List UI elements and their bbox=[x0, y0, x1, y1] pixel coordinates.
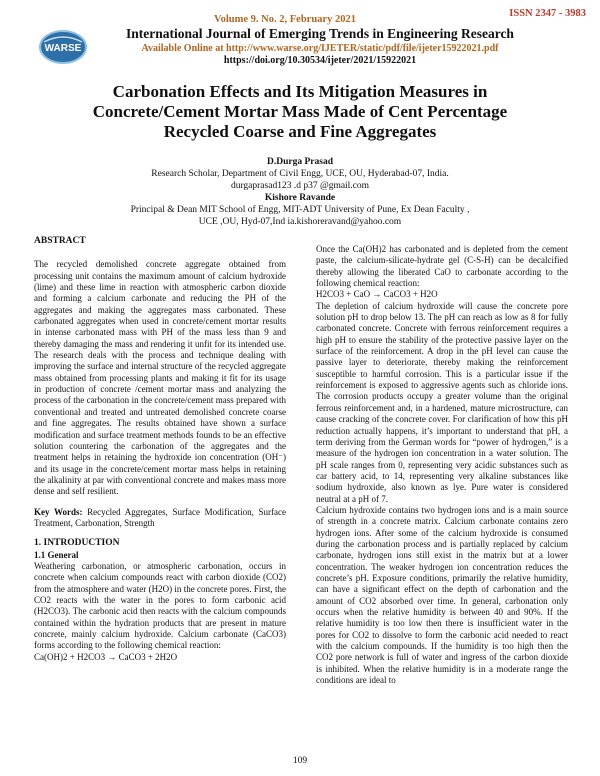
title-line: Recycled Coarse and Fine Aggregates bbox=[163, 122, 437, 141]
author-affiliation: Principal & Dean MIT School of Engg, MIT-ADT University of Pune, Ex Dean Faculty , bbox=[130, 205, 470, 215]
author-email: durgaprasad123 .d p37 @gmail.com bbox=[230, 181, 370, 191]
author-name: D.Durga Prasad bbox=[267, 157, 333, 167]
author-affiliation: Research Scholar, Department of Civil Engg, UCE, OU, Hyderabad-07, India. bbox=[151, 169, 449, 179]
right-column bbox=[316, 244, 568, 686]
paper-title bbox=[40, 82, 560, 142]
doi-link[interactable]: https://doi.org/10.30534/ijeter/2021/15922021 bbox=[223, 55, 417, 66]
issn-label: ISSN 2347 - 3983 bbox=[509, 8, 586, 19]
introduction-heading: 1. INTRODUCTION bbox=[34, 538, 120, 549]
general-text: Weathering carbonation, or atmospheric carbonation, occurs in concrete when calcium compounds react with carbon dioxide (CO2) from the atmosphere and water (H2O) in the concrete pores. First, the CO2 reacts with the water in the pores to form carbonic acid (H2CO3). The carbonic acid then reacts with the calcium compounds contained within the hydration products that are present in mature concrete, mainly calcium hydroxide. Calcium carbonate (CaCO3) forms according to the following chemical reaction: bbox=[34, 560, 286, 651]
author-name: Kishore Ravande bbox=[264, 193, 336, 203]
body-paragraph: The depletion of calcium hydroxide will cause the concrete pore solution pH to drop below 13. The pH can reach as low as 8 for fully carbonated concrete. Concrete with ferrous reinforcement requires a high pH to ensure the stability of the protective passive layer on the surface of the reinforcement. A drop in the pH level can cause the passive layer to deteriorate, thereby making the reinforcement susceptible to harmful corrosion. This is a particular issue if the reinforcement is exposed to aggressive agents such as chloride ions. The corrosion products occupy a greater volume than the original ferrous reinforcement and, in a hardened, mature microstructure, can cause cracking of the concrete cover. For clarification of how this pH reduction actually happens, it’s important to understand that pH, a term deriving from the German words for “power of hydrogen,” is a measure of the hydrogen ion concentration in a water solution. The pH scale ranges from 0, representing very acidic substances such as car battery acid, to 14, representing very alkaline substances like sodium hydroxide, also known as lye. Pure water is considered neutral at a pH of 7. bbox=[316, 300, 568, 504]
available-online-link[interactable]: Available Online at http://www.warse.org/IJETER/static/pdf/file/ijeter15922021.pdf bbox=[141, 43, 499, 54]
equation-1: Ca(OH)2 + H2CO3 → CaCO3 + 2H2O bbox=[34, 651, 178, 662]
body-paragraph: Calcium hydroxide contains two hydrogen ions and is a main source of strength in a concrete matrix. Calcium carbonate contains zero hydrogen ions. After some of the calcium hydroxide is consumed during the carbonation process and is partially replaced by calcium carbonate, hydrogen ions still exist in the matrix but at a lower concentration. The weaker hydrogen ion concentration reduces the concrete’s pH. Exposure conditions, primarily the relative humidity, can have a significant effect on the depth of carbonation and the amount of CO2 absorbed over time. In general, carbonation only occurs when the relative humidity is between 40 and 90%. If the relative humidity is too low then there is insufficient water in the pores for CO2 to dissolve to form the carbonic acid needed to react with the calcium compounds. If the humidity is too high then the CO2 pore network is full of water and ingress of the carbon dioxide is inhibited. When the relative humidity is in a moderate range the conditions are ideal to bbox=[316, 504, 568, 686]
page-number: 109 bbox=[292, 756, 308, 766]
abstract-text: The recycled demolished concrete aggregate obtained from processing unit contains the maximum amount of calcium hydroxide (lime) and these lime in reaction with atmospheric carbon dioxide and forming a calcium carbonate and reducing the PH of the aggregates and making the aggregates mass carbonated. These carbonated aggregates when used in concrete/cement mortar results in intense carbonated mass with PH of the mass less than 9 and thereby damaging the mass and rendering it unfit for its intended use. The research deals with the process and technique dealing with improving the surface and internal structure of the recycled aggregate mass obtained from processing plants and making it fit for its usage in production of concrete /cement mortar mass and analyzing the process of the carbonation in the concrete/cement mass prepared with conventional and treated and untreated demolished concrete coarse and fine aggregates. The results obtained have shown a surface modification and surface treatment methods founds to be an effective solution countering the carbonation of the aggregates and the treatment helps in retaining the hydroxide ion concentration (OH⁻) and its usage in the concrete/cement mortar mass helps in retaining the alkalinity at par with conventional concrete and makes mass more dense and self resilient. bbox=[34, 259, 286, 497]
volume-info: Volume 9. No. 2, February 2021 bbox=[214, 14, 356, 25]
equation-2: H2CO3 + CaO → CaCO3 + H2O bbox=[316, 289, 438, 300]
general-heading: 1.1 General bbox=[34, 549, 79, 560]
title-line: Concrete/Cement Mortar Mass Made of Cent Percentage bbox=[92, 102, 508, 121]
author-block bbox=[40, 156, 560, 228]
body-paragraph: Once the Ca(OH)2 has carbonated and is depleted from the cement paste, the calcium-silicate-hydrate gel (C-S-H) can be decalcified thereby allowing the liberated CaO to carbonate according to the following chemical reaction: bbox=[316, 244, 568, 289]
abstract-heading: ABSTRACT bbox=[34, 236, 86, 246]
left-column bbox=[34, 236, 286, 663]
journal-name: International Journal of Emerging Trends in Engineering Research bbox=[126, 26, 514, 41]
logo-text: WARSE bbox=[44, 43, 82, 54]
title-line: Carbonation Effects and Its Mitigation Measures in bbox=[112, 82, 488, 101]
keywords bbox=[34, 507, 286, 530]
masthead bbox=[0, 14, 600, 66]
author-affiliation: UCE ,OU, Hyd-07,Ind ia.kishoreravand@yahoo.com bbox=[198, 217, 402, 227]
keywords-text: Recycled Aggregates, Surface Modification, Surface Treatment, Carbonation, Strength bbox=[34, 506, 286, 528]
keywords-label: Key Words: bbox=[34, 506, 83, 517]
